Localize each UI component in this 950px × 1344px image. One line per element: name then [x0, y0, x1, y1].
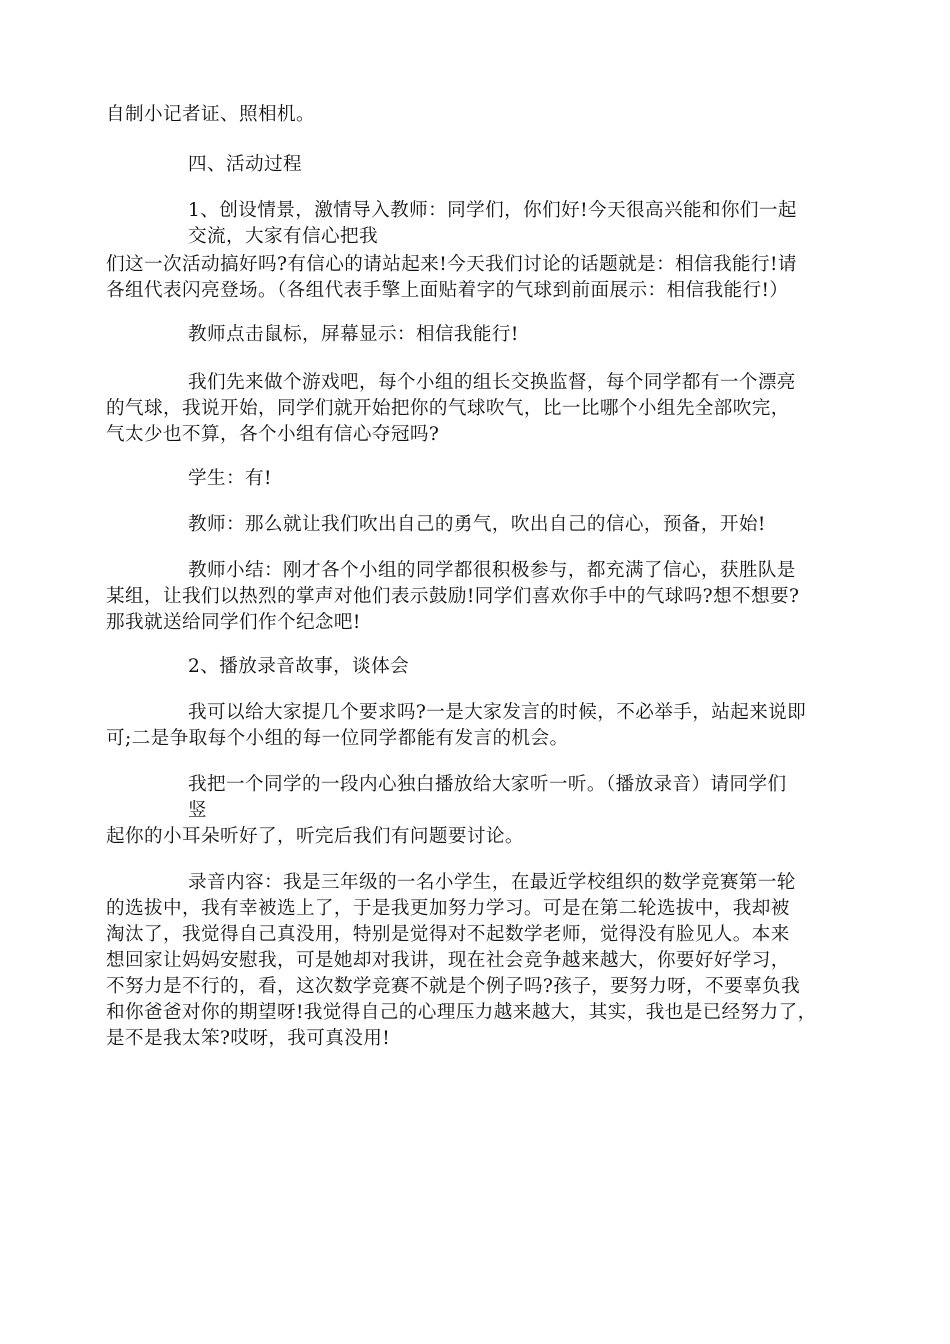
text-line: 的选拔中，我有幸被选上了，于是我更加努力学习。可是在第二轮选拔中，我却被 [106, 898, 790, 919]
text-line: 是不是我太笨?哎呀，我可真没用! [106, 1028, 391, 1049]
text-line: 淘汰了，我觉得自己真没用，特别是觉得对不起数学老师，觉得没有脸见人。本来 [106, 924, 790, 945]
text-line: 们这一次活动搞好吗?有信心的请站起来!今天我们讨论的话题就是：相信我能行!请 [106, 254, 797, 275]
text-line: 的气球，我说开始，同学们就开始把你的气球吹气，比一比哪个小组先全部吹完， [106, 398, 790, 419]
text-line: 交流，大家有信心把我 [188, 226, 378, 247]
text-line: 某组，让我们以热烈的掌声对他们表示鼓励!同学们喜欢你手中的气球吗?想不想要? [106, 586, 800, 607]
text-line: 自制小记者证、照相机。 [106, 104, 315, 125]
text-line: 我可以给大家提几个要求吗?一是大家发言的时候，不必举手，站起来说即 [188, 702, 807, 723]
section-heading: 2、播放录音故事，谈体会 [188, 656, 410, 677]
text-line: 1、创设情景，激情导入教师：同学们，你们好!今天很高兴能和你们一起 [188, 200, 797, 221]
text-line: 教师点击鼠标，屏幕显示：相信我能行! [188, 324, 519, 345]
text-line: 竖 [188, 800, 207, 821]
section-heading: 四、活动过程 [188, 154, 302, 175]
text-line: 气太少也不算，各个小组有信心夺冠吗? [106, 424, 440, 445]
text-line: 教师：那么就让我们吹出自己的勇气，吹出自己的信心，预备，开始! [188, 514, 766, 535]
text-line: 我把一个同学的一段内心独白播放给大家听一听。（播放录音）请同学们 [188, 774, 787, 795]
text-line: 我们先来做个游戏吧，每个小组的组长交换监督，每个同学都有一个漂亮 [188, 372, 796, 393]
text-line: 那我就送给同学们作个纪念吧! [106, 612, 361, 633]
text-line: 可;二是争取每个小组的每一位同学都能有发言的机会。 [106, 728, 569, 749]
text-line: 录音内容：我是三年级的一名小学生，在最近学校组织的数学竞赛第一轮 [188, 872, 796, 893]
text-line: 和你爸爸对你的期望呀!我觉得自己的心理压力越来越大，其实，我也是已经努力了， [106, 1002, 817, 1023]
text-line: 各组代表闪亮登场。（各组代表手擎上面贴着字的气球到前面展示：相信我能行!） [106, 280, 789, 301]
text-line: 想回家让妈妈安慰我，可是她却对我讲，现在社会竞争越来越大，你要好好学习， [106, 950, 790, 971]
text-line: 学生：有! [188, 468, 272, 489]
text-line: 教师小结：刚才各个小组的同学都很积极参与，都充满了信心，获胜队是 [188, 560, 796, 581]
text-line: 不努力是不行的，看，这次数学竞赛不就是个例子吗?孩子，要努力呀，不要辜负我 [106, 976, 801, 997]
text-line: 起你的小耳朵听好了，听完后我们有问题要讨论。 [106, 826, 524, 847]
